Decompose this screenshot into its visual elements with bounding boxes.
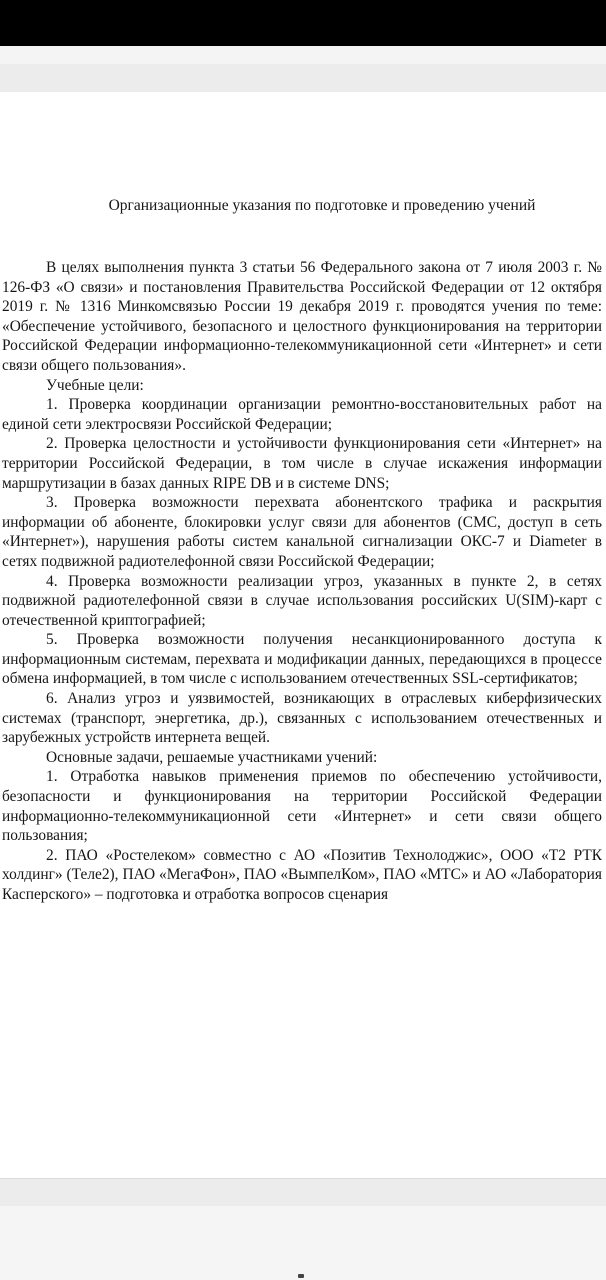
- section-heading-tasks: Основные задачи, решаемые участниками учений:: [46, 748, 378, 766]
- goal-item: 4. Проверка возможности реализации угроз, указанных в пункте 2, в сетях подвижной радиотелефонной связи в случае использования российских U(SIM)-карт с отечественной криптографией;: [2, 572, 602, 629]
- document-title: Организационные указания по подготовке и проведению учений: [108, 197, 536, 214]
- page-separator-bottom: [0, 1178, 606, 1207]
- goal-item: 2. Проверка целостности и устойчивости функционирования сети «Интернет» на территории Российской Федерации, в том числе в случае искажения информации маршрутизации в базах данных RIPE DB и в системе DNS;: [2, 435, 602, 492]
- page-separator-top: [0, 64, 606, 93]
- document-page: [0, 92, 606, 1178]
- task-item: 2. ПАО «Ростелеком» совместно с АО «Позитив Технолоджис», ООО «Т2 РТК холдинг» (Теле2), ПАО «МегаФон», ПАО «ВымпелКом», ПАО «МТС» и АО «Лаборатория Касперского» – подготовка и отработка вопросов сценария: [2, 846, 602, 903]
- task-item: 1. Отработка навыков применения приемов по обеспечению устойчивости, безопасности и функционирования на территории Российской Федерации информационно-телекоммуникационной сети «Интернет» и сети связи общего пользования;: [2, 768, 602, 845]
- paragraph-intro: В целях выполнения пункта 3 статьи 56 Федерального закона от 7 июля 2003 г. № 126-ФЗ «О связи» и постановления Правительства Российской Федерации от 12 октября 2019 г. № 1316 Минкомсвязью России 19 декабря 2019 г. проводятся учения по теме: «Обеспечение устойчивого, безопасного и целостного функционирования на территории Российской Федерации информационно-телекоммуникационной сети «Интернет» и сети связи общего пользования».: [2, 259, 602, 374]
- goal-item: 5. Проверка возможности получения несанкционированного доступа к информационным системам, перехвата и модификации данных, передающихся в процессе обмена информацией, в том числе с использованием отечественных SSL-сертификатов;: [2, 631, 602, 688]
- page-number-mark: [298, 1274, 304, 1278]
- document-body: [2, 258, 602, 905]
- goal-item: 1. Проверка координации организации ремонтно-восстановительных работ на единой сети электросвязи Российской Федерации;: [2, 396, 602, 433]
- goal-item: 6. Анализ угроз и уязвимостей, возникающих в отраслевых киберфизических системах (транспорт, энергетика, др.), связанных с использованием отечественных и зарубежных устройств интернета вещей.: [2, 690, 602, 747]
- next-page-preview: [0, 1206, 606, 1280]
- viewer-background: [0, 46, 606, 64]
- goal-item: 3. Проверка возможности перехвата абонентского трафика и раскрытия информации об абоненте, блокировки услуг связи для абонентов (СМС, доступ в сеть «Интернет»), нарушения работы систем канальной сигнализации ОКС-7 и Diameter в сетях подвижной радиотелефонной связи Российской Федерации;: [2, 494, 602, 570]
- section-heading-goals: Учебные цели:: [46, 376, 144, 394]
- top-status-bar: [0, 0, 606, 46]
